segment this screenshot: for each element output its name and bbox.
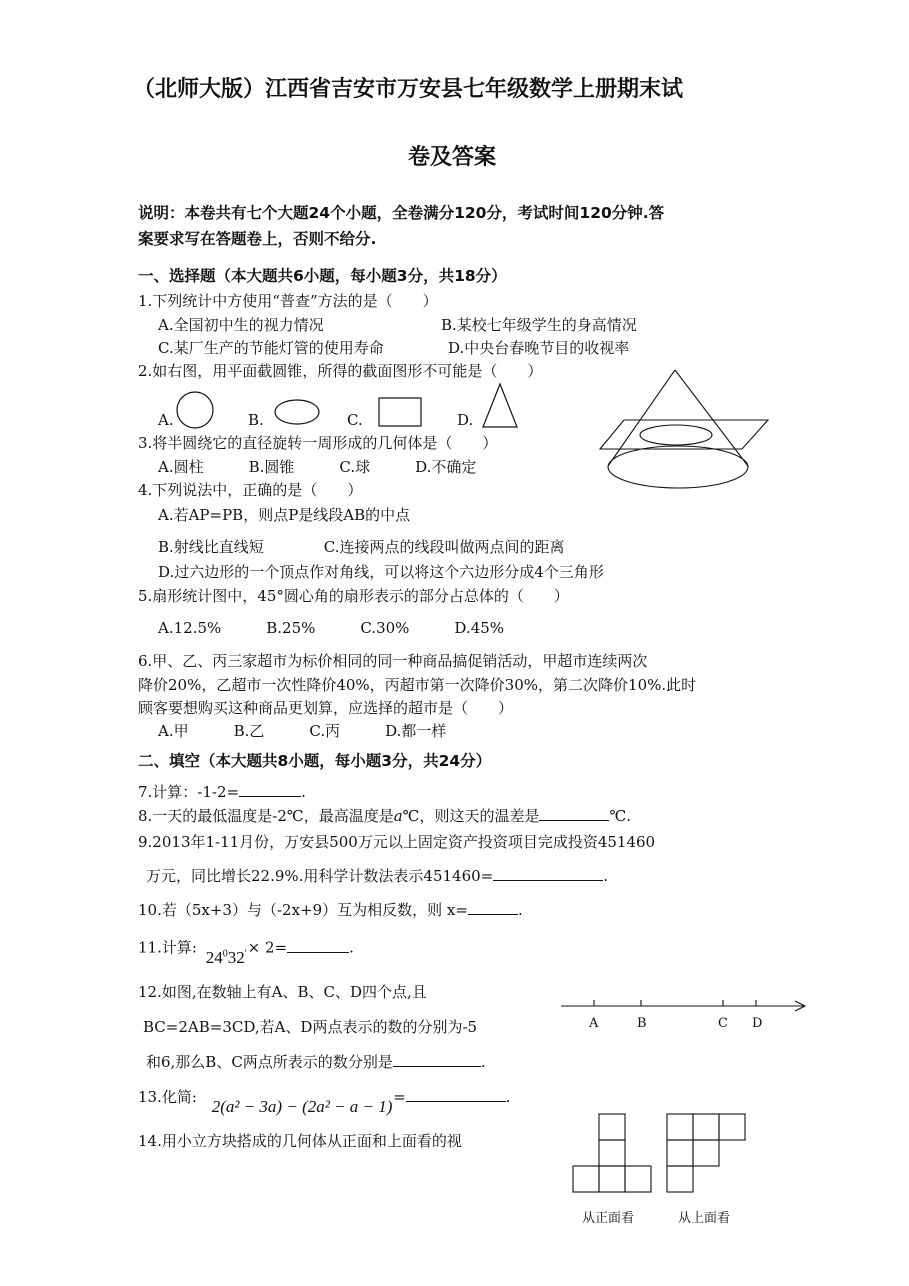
q12-text: 和6,那么B、C两点所表示的数分别是 [146, 1053, 393, 1071]
document-title-line2: 卷及答案 [408, 145, 497, 170]
q7-answer-blank[interactable] [239, 782, 301, 797]
q4-option-a: A.若AP=PB，则点P是线段AB的中点 [158, 506, 411, 524]
axis-label-c: C [718, 1016, 728, 1031]
q13-expression: 2(a² − 3a) − (2a² − a − 1) [211, 1097, 393, 1116]
q1-option-a: A.全国初中生的视力情况 [158, 316, 324, 334]
rectangle-shape-icon [378, 397, 423, 427]
q8-variable: a [393, 807, 403, 825]
front-view-caption: 从正面看 [582, 1211, 635, 1226]
q8-text-b: ℃，则这天的温差是 [402, 807, 540, 825]
q13-equals: = [393, 1088, 406, 1106]
q4-stem: 4.下列说法中，正确的是（ ） [138, 481, 363, 499]
q1-option-d: D.中央台春晚节目的收视率 [448, 339, 630, 357]
q11-text-b: × 2= [247, 938, 288, 957]
q9-text: 万元，同比增长22.9%.用科学计数法表示451460= [146, 867, 494, 885]
q6-line3: 顾客要想购买这种商品更划算，应选择的超市是（ ） [138, 699, 514, 717]
q5-options: A.12.5% B.25% C.30% D.45% [158, 619, 505, 637]
q11-period: . [349, 938, 354, 957]
number-line-figure [561, 998, 811, 1018]
front-view-figure [572, 1113, 654, 1195]
axis-label-b: B [637, 1016, 647, 1031]
q9-line2 [146, 866, 608, 886]
q2-option-b-label: B. [248, 411, 264, 429]
q8-text-a: 8.一天的最低温度是-2℃，最高温度是 [138, 807, 394, 825]
document-title-line1: （北师大版）江西省吉安市万安县七年级数学上册期末试 [133, 77, 684, 102]
q12-line1: 12.如图,在数轴上有A、B、C、D四个点,且 [138, 983, 427, 1001]
q8 [138, 806, 631, 826]
q4-option-d: D.过六边形的一个顶点作对角线，可以将这个六边形分成4个三角形 [158, 563, 604, 581]
q11-prime-mark: ′ [244, 948, 247, 959]
q12-answer-blank[interactable] [393, 1052, 481, 1067]
axis-label-d: D [752, 1016, 763, 1031]
intro-line1: 说明：本卷共有七个大题24个小题，全卷满分120分，考试时间120分钟.答 [138, 204, 665, 222]
q11-text-a: 11.计算: [138, 938, 197, 957]
q13-period: . [505, 1088, 511, 1106]
q11-degree-mark: 0 [222, 948, 228, 959]
q6-line2: 降价20%，乙超市一次性降价40%，丙超市第一次降价30%，第二次降价10%.此时 [138, 676, 697, 694]
q11-angle [206, 948, 247, 967]
q1-option-c: C.某厂生产的节能灯管的使用寿命 [158, 339, 384, 357]
q3-options: A.圆柱 B.圆锥 C.球 D.不确定 [158, 458, 477, 476]
q6-options: A.甲 B.乙 C.丙 D.都一样 [158, 722, 447, 740]
q13-text: 13.化简: [138, 1088, 197, 1106]
q11-answer-blank[interactable] [287, 938, 349, 953]
intro-line2: 案要求写在答题卷上，否则不给分. [138, 230, 377, 248]
q1-stem: 1.下列统计中方使用“普查”方法的是（ ） [138, 292, 438, 310]
triangle-shape-icon [480, 383, 520, 429]
q11-degrees: 24 [205, 947, 223, 967]
section2-heading: 二、填空（本大题共8小题，每小题3分，共24分） [138, 752, 492, 770]
q2-option-a-label: A. [158, 411, 174, 429]
cone-section-figure [596, 370, 771, 492]
q2-stem: 2.如右图，用平面截圆锥，所得的截面图形不可能是（ ） [138, 362, 543, 380]
top-view-caption: 从上面看 [678, 1211, 731, 1226]
section1-heading: 一、选择题（本大题共6小题，每小题3分，共18分） [138, 267, 507, 285]
q4-option-bc: B.射线比直线短 C.连接两点的线段叫做两点间的距离 [158, 538, 565, 556]
q12-line3 [146, 1052, 486, 1072]
axis-label-a: A [589, 1016, 599, 1031]
q7 [138, 782, 306, 802]
q5-stem: 5.扇形统计图中，45°圆心角的扇形表示的部分占总体的（ ） [138, 587, 569, 605]
top-view-figure [666, 1113, 748, 1195]
q10-period: . [517, 901, 523, 919]
q7-text: 7.计算：-1-2= [138, 783, 240, 801]
q11-minutes: 32 [227, 947, 245, 967]
q14-stem: 14.用小立方块搭成的几何体从正面和上面看的视 [138, 1132, 462, 1150]
q12-period: . [480, 1053, 486, 1071]
q2-option-c-label: C. [347, 411, 363, 429]
q8-answer-blank[interactable] [539, 806, 609, 821]
q9-answer-blank[interactable] [493, 866, 603, 881]
q13-answer-blank[interactable] [406, 1087, 506, 1102]
q12-line2: BC=2AB=3CD,若A、D两点表示的数的分别为-5 [143, 1018, 478, 1036]
q3-stem: 3.将半圆绕它的直径旋转一周形成的几何体是（ ） [138, 434, 498, 452]
q7-period: . [301, 783, 306, 801]
q1-option-b: B.某校七年级学生的身高情况 [441, 316, 637, 334]
q13 [138, 1087, 511, 1116]
q9-period: . [603, 867, 609, 885]
q9-line1: 9.2013年1-11月份，万安县500万元以上固定资产投资项目完成投资451460 [138, 833, 656, 851]
circle-shape-icon [175, 390, 215, 430]
q8-text-c: ℃. [609, 807, 632, 825]
q11 [138, 934, 354, 967]
q10-answer-blank[interactable] [468, 900, 518, 915]
q10-text: 10.若（5x+3）与（-2x+9）互为相反数，则 x= [138, 901, 468, 919]
q10 [138, 900, 523, 920]
ellipse-shape-icon [274, 398, 320, 426]
q6-line1: 6.甲、乙、丙三家超市为标价相同的同一种商品搞促销活动，甲超市连续两次 [138, 652, 648, 670]
q2-option-d-label: D. [457, 411, 474, 429]
